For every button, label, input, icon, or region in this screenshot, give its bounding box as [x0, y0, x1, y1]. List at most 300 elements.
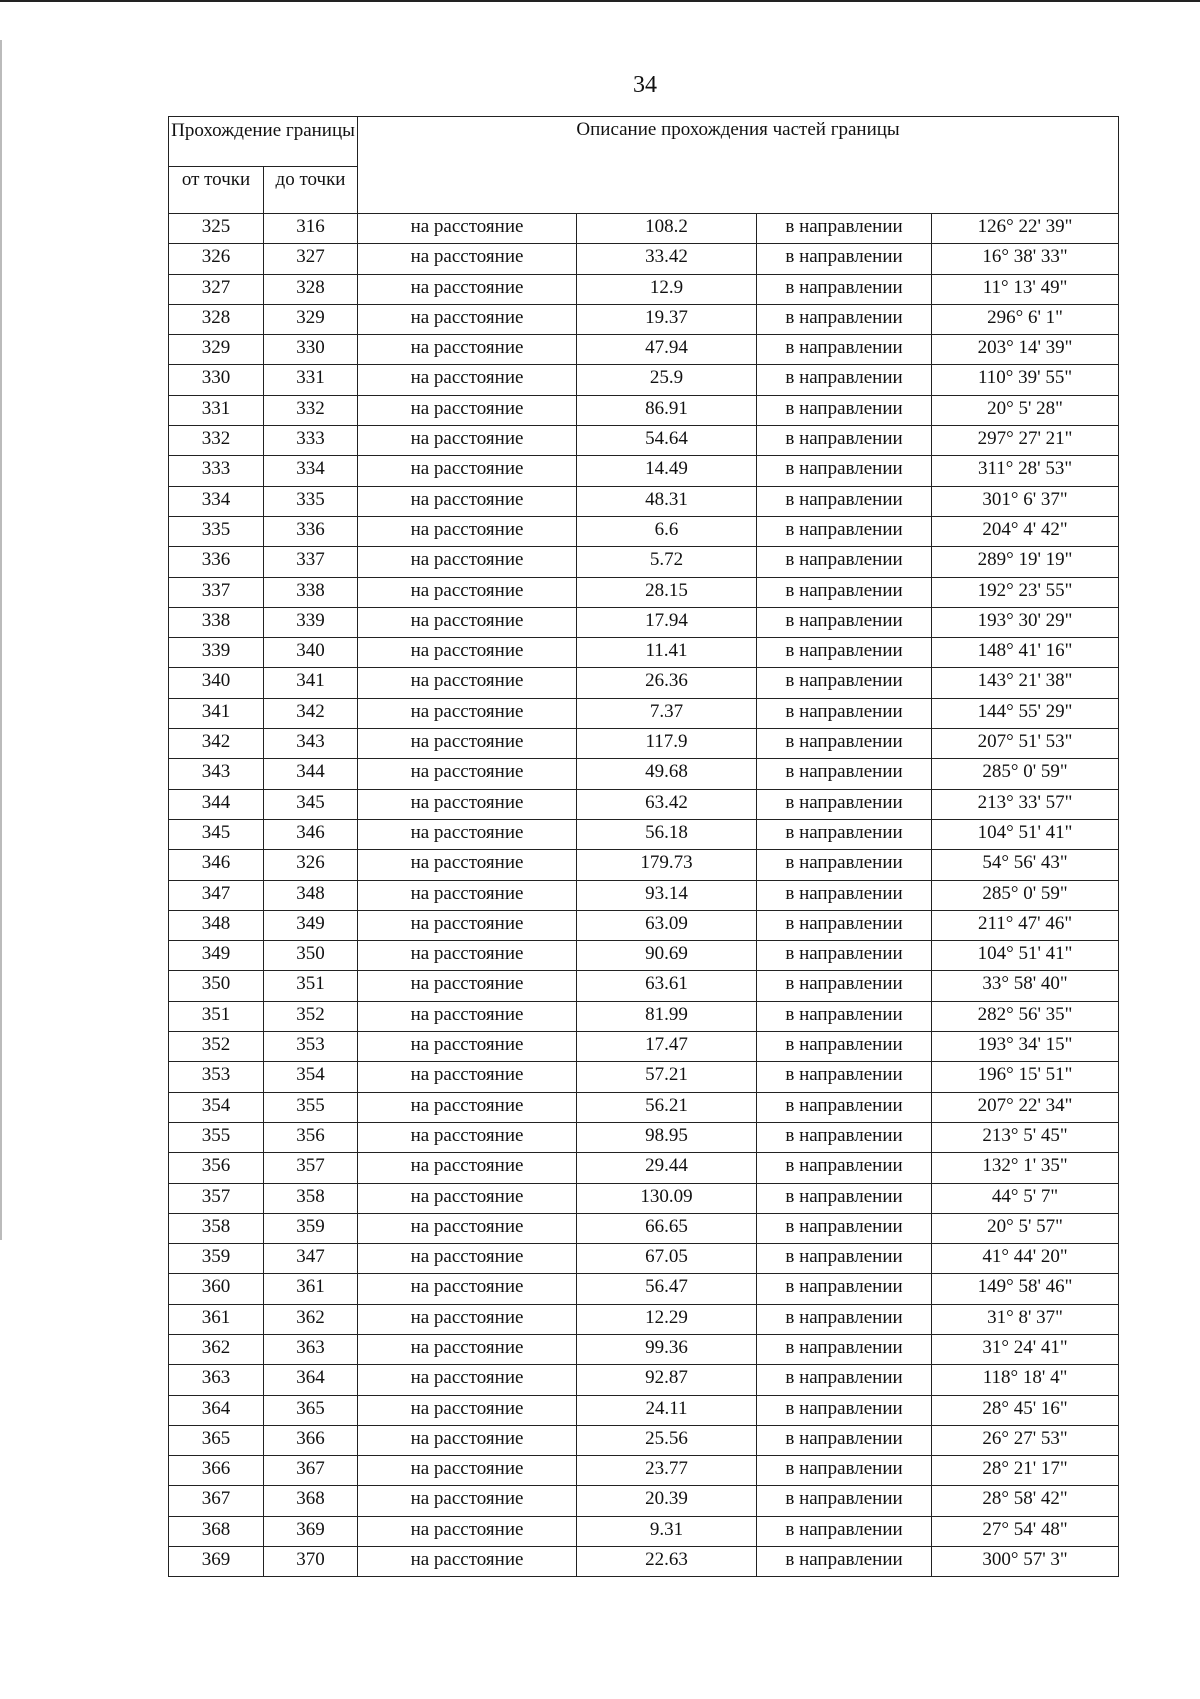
row-distance-label: на расстояние: [358, 1486, 577, 1516]
table-row: [169, 1456, 1119, 1486]
row-from-point: 357: [169, 1183, 264, 1213]
table-row: [169, 910, 1119, 940]
row-bearing-value: 44° 5' 7": [932, 1183, 1119, 1213]
row-from-point: 331: [169, 395, 264, 425]
row-direction-label: в направлении: [757, 274, 932, 304]
row-distance-value: 63.61: [577, 971, 757, 1001]
row-direction-label: в направлении: [757, 1516, 932, 1546]
row-from-point: 340: [169, 668, 264, 698]
table-row: [169, 698, 1119, 728]
row-from-point: 364: [169, 1395, 264, 1425]
row-to-point: 352: [264, 1001, 358, 1031]
row-distance-label: на расстояние: [358, 1213, 577, 1243]
table-row: [169, 304, 1119, 334]
table-row: [169, 365, 1119, 395]
row-bearing-value: 213° 5' 45": [932, 1122, 1119, 1152]
row-to-point: 340: [264, 638, 358, 668]
row-from-point: 360: [169, 1274, 264, 1304]
row-distance-value: 7.37: [577, 698, 757, 728]
row-distance-label: на расстояние: [358, 941, 577, 971]
row-from-point: 365: [169, 1425, 264, 1455]
row-direction-label: в направлении: [757, 668, 932, 698]
row-to-point: 334: [264, 456, 358, 486]
row-distance-value: 29.44: [577, 1153, 757, 1183]
row-distance-value: 179.73: [577, 850, 757, 880]
row-distance-label: на расстояние: [358, 638, 577, 668]
row-distance-value: 26.36: [577, 668, 757, 698]
row-from-point: 325: [169, 214, 264, 244]
row-bearing-value: 104° 51' 41": [932, 941, 1119, 971]
row-direction-label: в направлении: [757, 486, 932, 516]
row-to-point: 326: [264, 850, 358, 880]
row-distance-value: 56.18: [577, 819, 757, 849]
row-bearing-value: 301° 6' 37": [932, 486, 1119, 516]
row-distance-value: 12.9: [577, 274, 757, 304]
row-from-point: 358: [169, 1213, 264, 1243]
row-distance-label: на расстояние: [358, 547, 577, 577]
table-row: [169, 1395, 1119, 1425]
row-to-point: 368: [264, 1486, 358, 1516]
header-to-point: до точки: [264, 167, 358, 214]
row-direction-label: в направлении: [757, 1456, 932, 1486]
row-from-point: 339: [169, 638, 264, 668]
row-from-point: 366: [169, 1456, 264, 1486]
table-row: [169, 1122, 1119, 1152]
table-row: [169, 880, 1119, 910]
row-bearing-value: 16° 38' 33": [932, 244, 1119, 274]
row-from-point: 346: [169, 850, 264, 880]
row-distance-label: на расстояние: [358, 365, 577, 395]
row-from-point: 330: [169, 365, 264, 395]
row-distance-label: на расстояние: [358, 1547, 577, 1577]
table-row: [169, 1092, 1119, 1122]
row-from-point: 338: [169, 607, 264, 637]
row-from-point: 353: [169, 1062, 264, 1092]
row-from-point: 345: [169, 819, 264, 849]
row-to-point: 362: [264, 1304, 358, 1334]
row-distance-label: на расстояние: [358, 274, 577, 304]
row-to-point: 343: [264, 729, 358, 759]
row-direction-label: в направлении: [757, 850, 932, 880]
row-distance-value: 56.47: [577, 1274, 757, 1304]
row-direction-label: в направлении: [757, 1001, 932, 1031]
row-distance-label: на расстояние: [358, 1183, 577, 1213]
row-bearing-value: 289° 19' 19": [932, 547, 1119, 577]
row-distance-value: 81.99: [577, 1001, 757, 1031]
row-distance-value: 93.14: [577, 880, 757, 910]
row-direction-label: в направлении: [757, 910, 932, 940]
row-direction-label: в направлении: [757, 607, 932, 637]
row-to-point: 327: [264, 244, 358, 274]
row-bearing-value: 20° 5' 57": [932, 1213, 1119, 1243]
row-distance-value: 63.09: [577, 910, 757, 940]
row-from-point: 336: [169, 547, 264, 577]
row-from-point: 337: [169, 577, 264, 607]
row-bearing-value: 110° 39' 55": [932, 365, 1119, 395]
row-direction-label: в направлении: [757, 456, 932, 486]
row-distance-label: на расстояние: [358, 1032, 577, 1062]
row-to-point: 330: [264, 335, 358, 365]
row-direction-label: в направлении: [757, 1032, 932, 1062]
row-bearing-value: 26° 27' 53": [932, 1425, 1119, 1455]
row-bearing-value: 33° 58' 40": [932, 971, 1119, 1001]
row-bearing-value: 144° 55' 29": [932, 698, 1119, 728]
row-from-point: 342: [169, 729, 264, 759]
row-to-point: 348: [264, 880, 358, 910]
row-direction-label: в направлении: [757, 1547, 932, 1577]
row-distance-value: 24.11: [577, 1395, 757, 1425]
table-row: [169, 1062, 1119, 1092]
row-from-point: 328: [169, 304, 264, 334]
row-distance-value: 47.94: [577, 335, 757, 365]
table-row: [169, 214, 1119, 244]
row-from-point: 355: [169, 1122, 264, 1152]
row-to-point: 365: [264, 1395, 358, 1425]
table-row: [169, 577, 1119, 607]
row-distance-value: 67.05: [577, 1244, 757, 1274]
table-row: [169, 516, 1119, 546]
row-distance-label: на расстояние: [358, 244, 577, 274]
row-from-point: 333: [169, 456, 264, 486]
row-distance-label: на расстояние: [358, 395, 577, 425]
row-bearing-value: 126° 22' 39": [932, 214, 1119, 244]
row-distance-label: на расстояние: [358, 1334, 577, 1364]
row-distance-label: на расстояние: [358, 880, 577, 910]
row-to-point: 337: [264, 547, 358, 577]
row-from-point: 362: [169, 1334, 264, 1364]
row-bearing-value: 31° 24' 41": [932, 1334, 1119, 1364]
table-row: [169, 1425, 1119, 1455]
row-distance-label: на расстояние: [358, 759, 577, 789]
table-row: [169, 1183, 1119, 1213]
row-distance-value: 57.21: [577, 1062, 757, 1092]
row-direction-label: в направлении: [757, 789, 932, 819]
row-to-point: 336: [264, 516, 358, 546]
row-to-point: 332: [264, 395, 358, 425]
row-from-point: 344: [169, 789, 264, 819]
row-direction-label: в направлении: [757, 426, 932, 456]
boundary-table: [168, 116, 1119, 1577]
table-row: [169, 547, 1119, 577]
row-bearing-value: 282° 56' 35": [932, 1001, 1119, 1031]
row-direction-label: в направлении: [757, 729, 932, 759]
row-bearing-value: 203° 14' 39": [932, 335, 1119, 365]
row-distance-value: 90.69: [577, 941, 757, 971]
row-distance-value: 23.77: [577, 1456, 757, 1486]
row-distance-label: на расстояние: [358, 1516, 577, 1546]
row-bearing-value: 193° 34' 15": [932, 1032, 1119, 1062]
row-distance-value: 48.31: [577, 486, 757, 516]
row-bearing-value: 143° 21' 38": [932, 668, 1119, 698]
row-to-point: 354: [264, 1062, 358, 1092]
row-bearing-value: 28° 45' 16": [932, 1395, 1119, 1425]
row-distance-label: на расстояние: [358, 1425, 577, 1455]
row-distance-value: 28.15: [577, 577, 757, 607]
table-row: [169, 941, 1119, 971]
table-row: [169, 1153, 1119, 1183]
row-to-point: 350: [264, 941, 358, 971]
row-to-point: 369: [264, 1516, 358, 1546]
row-distance-label: на расстояние: [358, 607, 577, 637]
row-direction-label: в направлении: [757, 819, 932, 849]
row-distance-label: на расстояние: [358, 214, 577, 244]
row-to-point: 353: [264, 1032, 358, 1062]
row-direction-label: в направлении: [757, 1486, 932, 1516]
row-bearing-value: 207° 51' 53": [932, 729, 1119, 759]
row-from-point: 369: [169, 1547, 264, 1577]
row-distance-value: 99.36: [577, 1334, 757, 1364]
row-from-point: 329: [169, 335, 264, 365]
row-distance-value: 5.72: [577, 547, 757, 577]
row-distance-value: 130.09: [577, 1183, 757, 1213]
row-bearing-value: 285° 0' 59": [932, 759, 1119, 789]
row-to-point: 349: [264, 910, 358, 940]
row-distance-label: на расстояние: [358, 516, 577, 546]
row-bearing-value: 28° 21' 17": [932, 1456, 1119, 1486]
table-row: [169, 971, 1119, 1001]
boundary-rows: [169, 214, 1119, 1577]
row-distance-label: на расстояние: [358, 971, 577, 1001]
row-direction-label: в направлении: [757, 214, 932, 244]
row-direction-label: в направлении: [757, 1153, 932, 1183]
table-row: [169, 486, 1119, 516]
row-direction-label: в направлении: [757, 547, 932, 577]
table-row: [169, 1516, 1119, 1546]
row-bearing-value: 104° 51' 41": [932, 819, 1119, 849]
row-distance-label: на расстояние: [358, 850, 577, 880]
row-distance-label: на расстояние: [358, 819, 577, 849]
table-row: [169, 850, 1119, 880]
row-direction-label: в направлении: [757, 577, 932, 607]
row-to-point: 347: [264, 1244, 358, 1274]
row-bearing-value: 118° 18' 4": [932, 1365, 1119, 1395]
row-distance-label: на расстояние: [358, 304, 577, 334]
row-distance-label: на расстояние: [358, 1274, 577, 1304]
row-from-point: 361: [169, 1304, 264, 1334]
row-direction-label: в направлении: [757, 1092, 932, 1122]
row-bearing-value: 196° 15' 51": [932, 1062, 1119, 1092]
row-to-point: 344: [264, 759, 358, 789]
row-direction-label: в направлении: [757, 244, 932, 274]
row-direction-label: в направлении: [757, 638, 932, 668]
row-to-point: 358: [264, 1183, 358, 1213]
row-to-point: 331: [264, 365, 358, 395]
row-bearing-value: 28° 58' 42": [932, 1486, 1119, 1516]
row-distance-value: 17.94: [577, 607, 757, 637]
table-row: [169, 1304, 1119, 1334]
table-row: [169, 759, 1119, 789]
row-distance-label: на расстояние: [358, 1395, 577, 1425]
row-direction-label: в направлении: [757, 1274, 932, 1304]
row-direction-label: в направлении: [757, 1183, 932, 1213]
row-distance-label: на расстояние: [358, 1304, 577, 1334]
row-direction-label: в направлении: [757, 304, 932, 334]
table-row: [169, 244, 1119, 274]
row-distance-value: 92.87: [577, 1365, 757, 1395]
row-to-point: 356: [264, 1122, 358, 1152]
row-distance-label: на расстояние: [358, 1244, 577, 1274]
table-row: [169, 789, 1119, 819]
row-to-point: 333: [264, 426, 358, 456]
row-from-point: 348: [169, 910, 264, 940]
table-row: [169, 1547, 1119, 1577]
row-to-point: 366: [264, 1425, 358, 1455]
row-to-point: 363: [264, 1334, 358, 1364]
table-row: [169, 1244, 1119, 1274]
row-direction-label: в направлении: [757, 698, 932, 728]
row-direction-label: в направлении: [757, 880, 932, 910]
row-bearing-value: 296° 6' 1": [932, 304, 1119, 334]
row-to-point: 316: [264, 214, 358, 244]
row-bearing-value: 149° 58' 46": [932, 1274, 1119, 1304]
table-row: [169, 1274, 1119, 1304]
table-row: [169, 456, 1119, 486]
row-to-point: 370: [264, 1547, 358, 1577]
row-distance-label: на расстояние: [358, 729, 577, 759]
row-distance-label: на расстояние: [358, 1062, 577, 1092]
row-from-point: 351: [169, 1001, 264, 1031]
row-to-point: 335: [264, 486, 358, 516]
table-row: [169, 1001, 1119, 1031]
row-distance-label: на расстояние: [358, 910, 577, 940]
row-distance-label: на расстояние: [358, 456, 577, 486]
row-direction-label: в направлении: [757, 1213, 932, 1243]
row-distance-value: 17.47: [577, 1032, 757, 1062]
row-distance-value: 20.39: [577, 1486, 757, 1516]
row-direction-label: в направлении: [757, 1062, 932, 1092]
row-from-point: 356: [169, 1153, 264, 1183]
row-distance-value: 54.64: [577, 426, 757, 456]
row-bearing-value: 132° 1' 35": [932, 1153, 1119, 1183]
row-from-point: 335: [169, 516, 264, 546]
table-row: [169, 1334, 1119, 1364]
row-to-point: 342: [264, 698, 358, 728]
row-distance-value: 22.63: [577, 1547, 757, 1577]
row-direction-label: в направлении: [757, 941, 932, 971]
row-from-point: 352: [169, 1032, 264, 1062]
row-distance-value: 117.9: [577, 729, 757, 759]
row-to-point: 341: [264, 668, 358, 698]
row-to-point: 367: [264, 1456, 358, 1486]
table-row: [169, 668, 1119, 698]
row-direction-label: в направлении: [757, 1365, 932, 1395]
row-bearing-value: 54° 56' 43": [932, 850, 1119, 880]
row-direction-label: в направлении: [757, 759, 932, 789]
table-row: [169, 1486, 1119, 1516]
row-bearing-value: 311° 28' 53": [932, 456, 1119, 486]
table-row: [169, 607, 1119, 637]
row-distance-value: 9.31: [577, 1516, 757, 1546]
row-to-point: 357: [264, 1153, 358, 1183]
row-direction-label: в направлении: [757, 1244, 932, 1274]
row-distance-label: на расстояние: [358, 426, 577, 456]
row-distance-value: 11.41: [577, 638, 757, 668]
row-bearing-value: 211° 47' 46": [932, 910, 1119, 940]
table-row: [169, 335, 1119, 365]
row-to-point: 361: [264, 1274, 358, 1304]
row-distance-value: 86.91: [577, 395, 757, 425]
header-passage: Прохождение границы: [169, 117, 358, 167]
row-bearing-value: 300° 57' 3": [932, 1547, 1119, 1577]
row-from-point: 347: [169, 880, 264, 910]
row-from-point: 368: [169, 1516, 264, 1546]
row-bearing-value: 192° 23' 55": [932, 577, 1119, 607]
row-bearing-value: 297° 27' 21": [932, 426, 1119, 456]
row-direction-label: в направлении: [757, 1425, 932, 1455]
row-distance-label: на расстояние: [358, 1153, 577, 1183]
row-direction-label: в направлении: [757, 1122, 932, 1152]
row-direction-label: в направлении: [757, 971, 932, 1001]
table-row: [169, 426, 1119, 456]
row-distance-value: 33.42: [577, 244, 757, 274]
row-bearing-value: 148° 41' 16": [932, 638, 1119, 668]
row-from-point: 332: [169, 426, 264, 456]
row-distance-label: на расстояние: [358, 1365, 577, 1395]
row-to-point: 364: [264, 1365, 358, 1395]
row-from-point: 349: [169, 941, 264, 971]
row-distance-value: 56.21: [577, 1092, 757, 1122]
row-distance-value: 12.29: [577, 1304, 757, 1334]
row-distance-value: 98.95: [577, 1122, 757, 1152]
row-distance-value: 19.37: [577, 304, 757, 334]
row-distance-label: на расстояние: [358, 789, 577, 819]
row-distance-value: 66.65: [577, 1213, 757, 1243]
row-to-point: 346: [264, 819, 358, 849]
row-from-point: 341: [169, 698, 264, 728]
row-to-point: 328: [264, 274, 358, 304]
table-row: [169, 274, 1119, 304]
row-direction-label: в направлении: [757, 395, 932, 425]
row-from-point: 327: [169, 274, 264, 304]
row-bearing-value: 213° 33' 57": [932, 789, 1119, 819]
row-distance-label: на расстояние: [358, 1001, 577, 1031]
row-bearing-value: 207° 22' 34": [932, 1092, 1119, 1122]
row-from-point: 326: [169, 244, 264, 274]
row-distance-value: 63.42: [577, 789, 757, 819]
row-from-point: 334: [169, 486, 264, 516]
scan-edge-left: [0, 40, 2, 1240]
row-distance-label: на расстояние: [358, 486, 577, 516]
table-row: [169, 395, 1119, 425]
row-direction-label: в направлении: [757, 516, 932, 546]
table-row: [169, 1365, 1119, 1395]
row-bearing-value: 285° 0' 59": [932, 880, 1119, 910]
row-to-point: 355: [264, 1092, 358, 1122]
row-to-point: 329: [264, 304, 358, 334]
table-row: [169, 638, 1119, 668]
row-distance-value: 14.49: [577, 456, 757, 486]
scan-edge-top: [0, 0, 1200, 2]
row-distance-label: на расстояние: [358, 698, 577, 728]
row-bearing-value: 27° 54' 48": [932, 1516, 1119, 1546]
row-from-point: 363: [169, 1365, 264, 1395]
table-row: [169, 729, 1119, 759]
row-distance-label: на расстояние: [358, 1122, 577, 1152]
row-direction-label: в направлении: [757, 335, 932, 365]
row-bearing-value: 193° 30' 29": [932, 607, 1119, 637]
row-bearing-value: 31° 8' 37": [932, 1304, 1119, 1334]
row-to-point: 345: [264, 789, 358, 819]
row-bearing-value: 204° 4' 42": [932, 516, 1119, 546]
row-to-point: 338: [264, 577, 358, 607]
row-distance-value: 6.6: [577, 516, 757, 546]
page-number: 34: [633, 72, 657, 98]
row-distance-label: на расстояние: [358, 668, 577, 698]
row-distance-value: 25.9: [577, 365, 757, 395]
row-distance-label: на расстояние: [358, 1092, 577, 1122]
row-distance-value: 49.68: [577, 759, 757, 789]
row-from-point: 354: [169, 1092, 264, 1122]
